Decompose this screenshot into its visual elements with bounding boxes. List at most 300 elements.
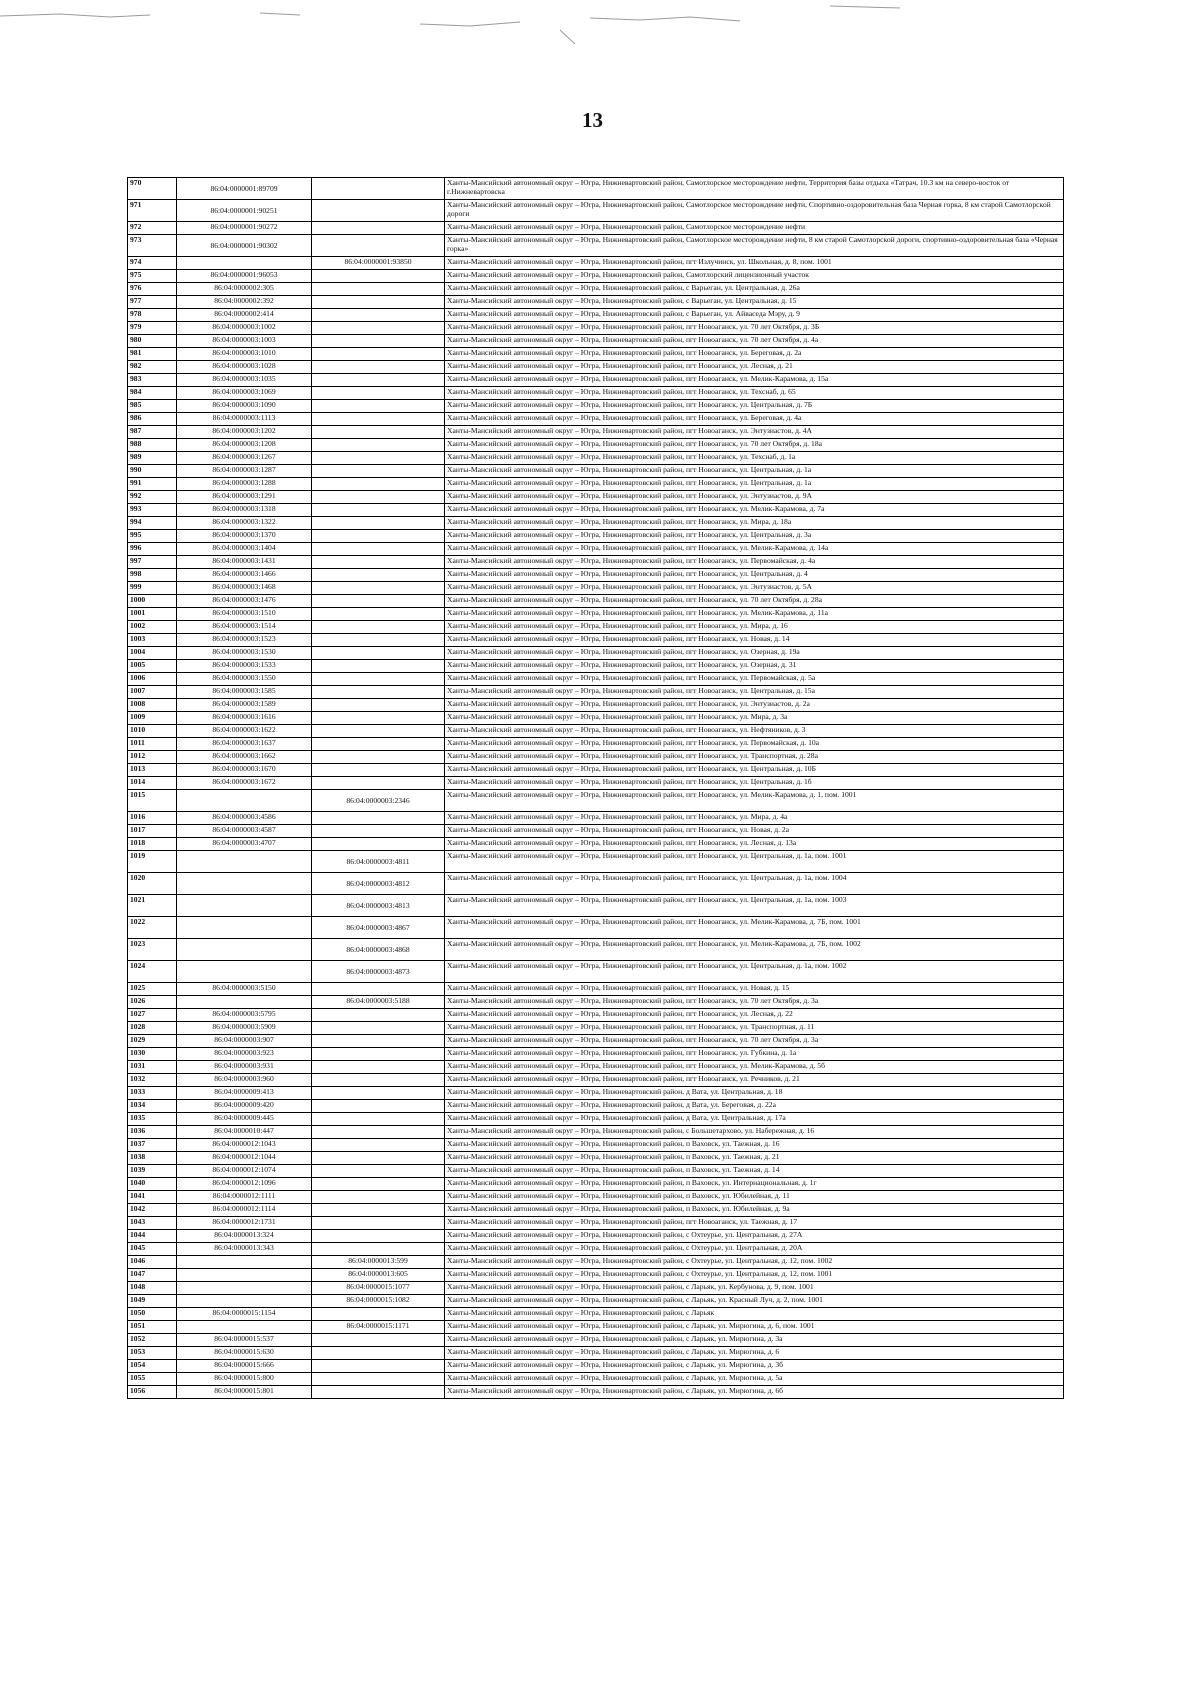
address-cell: Ханты-Мансийский автономный округ – Югра, Нижневартовский район, с Ларьяк <box>445 1308 1064 1321</box>
row-number-cell: 973 <box>128 235 177 257</box>
row-number-cell: 1011 <box>128 738 177 751</box>
table-row <box>128 764 1064 777</box>
cadastral-number-cell: 86:04:0000003:1318 <box>177 504 312 517</box>
cadastral-number-cell: 86:04:0000003:4707 <box>177 838 312 851</box>
table-row <box>128 812 1064 825</box>
premises-number-cell <box>312 491 445 504</box>
row-number-cell: 1051 <box>128 1321 177 1334</box>
table-row <box>128 686 1064 699</box>
address-cell: Ханты-Мансийский автономный округ – Югра, Нижневартовский район, пгт Новоаганск, ул. Мира, д. 16 <box>445 621 1064 634</box>
address-cell: Ханты-Мансийский автономный округ – Югра, Нижневартовский район, п Ваховск, ул. Интернациональная, д. 1г <box>445 1178 1064 1191</box>
row-number-cell: 1028 <box>128 1022 177 1035</box>
premises-number-cell <box>312 1126 445 1139</box>
cadastral-number-cell: 86:04:0000003:1370 <box>177 530 312 543</box>
premises-number-cell <box>312 270 445 283</box>
table-row <box>128 1191 1064 1204</box>
cadastral-number-cell: 86:04:0000003:960 <box>177 1074 312 1087</box>
cadastral-number-cell: 86:04:0000012:1044 <box>177 1152 312 1165</box>
address-cell: Ханты-Мансийский автономный округ – Югра, Нижневартовский район, с Ларьяк, ул. Мирюгина, д. 3а <box>445 1334 1064 1347</box>
row-number-cell: 971 <box>128 200 177 222</box>
row-number-cell: 1052 <box>128 1334 177 1347</box>
address-cell: Ханты-Мансийский автономный округ – Югра, Нижневартовский район, пгт Новоаганск, ул. Мира, д. 3а <box>445 712 1064 725</box>
address-cell: Ханты-Мансийский автономный округ – Югра, Нижневартовский район, д Вата, ул. Центральная, д. 17а <box>445 1113 1064 1126</box>
premises-number-cell <box>312 178 445 200</box>
cadastral-number-cell: 86:04:0000003:1510 <box>177 608 312 621</box>
premises-number-cell <box>312 413 445 426</box>
premises-number-cell <box>312 634 445 647</box>
premises-number-cell <box>312 1087 445 1100</box>
row-number-cell: 1025 <box>128 983 177 996</box>
cadastral-number-cell: 86:04:0000003:1585 <box>177 686 312 699</box>
premises-number-cell <box>312 1009 445 1022</box>
address-cell: Ханты-Мансийский автономный округ – Югра, Нижневартовский район, пгт Новоаганск, ул. Мелик-Карамова, д. 7Б, пом. 1001 <box>445 917 1064 939</box>
premises-number-cell <box>312 322 445 335</box>
cadastral-number-cell: 86:04:0000003:1069 <box>177 387 312 400</box>
premises-number-cell <box>312 673 445 686</box>
row-number-cell: 1036 <box>128 1126 177 1139</box>
row-number-cell: 998 <box>128 569 177 582</box>
cadastral-number-cell: 86:04:0000003:1002 <box>177 322 312 335</box>
row-number-cell: 982 <box>128 361 177 374</box>
table-row <box>128 1295 1064 1308</box>
premises-number-cell: 86:04:0000013:605 <box>312 1269 445 1282</box>
row-number-cell: 1016 <box>128 812 177 825</box>
premises-number-cell <box>312 1347 445 1360</box>
premises-number-cell <box>312 1191 445 1204</box>
table-row <box>128 1308 1064 1321</box>
premises-number-cell <box>312 1100 445 1113</box>
table-row <box>128 1360 1064 1373</box>
table-row <box>128 200 1064 222</box>
address-cell: Ханты-Мансийский автономный округ – Югра, Нижневартовский район, пгт Новоаганск, ул. Энтузиастов, д. 2а <box>445 699 1064 712</box>
row-number-cell: 1020 <box>128 873 177 895</box>
page-number: 13 <box>582 108 603 132</box>
address-cell: Ханты-Мансийский автономный округ – Югра, Нижневартовский район, пгт Новоаганск, ул. Центральная, д. 1а, пом. 1001 <box>445 851 1064 873</box>
table-row <box>128 400 1064 413</box>
row-number-cell: 1049 <box>128 1295 177 1308</box>
address-cell: Ханты-Мансийский автономный округ – Югра, Нижневартовский район, пгт Новоаганск, ул. Лесная, д. 21 <box>445 361 1064 374</box>
address-cell: Ханты-Мансийский автономный округ – Югра, Нижневартовский район, д Вата, ул. Береговая, д. 22а <box>445 1100 1064 1113</box>
premises-number-cell <box>312 1178 445 1191</box>
row-number-cell: 1019 <box>128 851 177 873</box>
table-row <box>128 439 1064 452</box>
row-number-cell: 979 <box>128 322 177 335</box>
premises-number-cell: 86:04:0000003:2346 <box>312 790 445 812</box>
premises-number-cell <box>312 1113 445 1126</box>
cadastral-number-cell: 86:04:0000015:801 <box>177 1386 312 1399</box>
row-number-cell: 1023 <box>128 939 177 961</box>
table-row <box>128 1152 1064 1165</box>
row-number-cell: 1054 <box>128 1360 177 1373</box>
cadastral-number-cell <box>177 1269 312 1282</box>
cadastral-number-cell <box>177 790 312 812</box>
address-cell: Ханты-Мансийский автономный округ – Югра, Нижневартовский район, пгт Новоаганск, ул. Центральная, д. 1а <box>445 465 1064 478</box>
row-number-cell: 983 <box>128 374 177 387</box>
row-number-cell: 1007 <box>128 686 177 699</box>
row-number-cell: 1014 <box>128 777 177 790</box>
address-cell: Ханты-Мансийский автономный округ – Югра, Нижневартовский район, с Охтеурье, ул. Центральная, д. 12, пом. 1001 <box>445 1269 1064 1282</box>
address-cell: Ханты-Мансийский автономный округ – Югра, Нижневартовский район, с Ларьяк, ул. Мирюгина, д. 5а <box>445 1373 1064 1386</box>
row-number-cell: 978 <box>128 309 177 322</box>
address-cell: Ханты-Мансийский автономный округ – Югра, Нижневартовский район, пгт Новоаганск, ул. Центральная, д. 10Б <box>445 764 1064 777</box>
premises-number-cell <box>312 595 445 608</box>
cadastral-number-cell: 86:04:0000003:1550 <box>177 673 312 686</box>
row-number-cell: 1032 <box>128 1074 177 1087</box>
cadastral-number-cell: 86:04:0000012:1043 <box>177 1139 312 1152</box>
table-row <box>128 1126 1064 1139</box>
table-row <box>128 1373 1064 1386</box>
row-number-cell: 1008 <box>128 699 177 712</box>
premises-number-cell <box>312 374 445 387</box>
table-row <box>128 895 1064 917</box>
table-row <box>128 751 1064 764</box>
row-number-cell: 1053 <box>128 1347 177 1360</box>
address-cell: Ханты-Мансийский автономный округ – Югра, Нижневартовский район, пгт Новоаганск, ул. Мира, д. 18а <box>445 517 1064 530</box>
cadastral-number-cell: 86:04:0000003:1003 <box>177 335 312 348</box>
table-row <box>128 917 1064 939</box>
address-cell: Ханты-Мансийский автономный округ – Югра, Нижневартовский район, пгт Новоаганск, ул. Мелик-Карамова, д. 1, пом. 1001 <box>445 790 1064 812</box>
address-cell: Ханты-Мансийский автономный округ – Югра, Нижневартовский район, с Ларьяк, ул. Кербунова, д. 9, пом. 1001 <box>445 1282 1064 1295</box>
row-number-cell: 980 <box>128 335 177 348</box>
table-row <box>128 413 1064 426</box>
row-number-cell: 1010 <box>128 725 177 738</box>
premises-number-cell <box>312 569 445 582</box>
cadastral-number-cell <box>177 996 312 1009</box>
row-number-cell: 996 <box>128 543 177 556</box>
premises-number-cell <box>312 200 445 222</box>
address-cell: Ханты-Мансийский автономный округ – Югра, Нижневартовский район, пгт Новоаганск, ул. Центральная, д. 1а, пом. 1003 <box>445 895 1064 917</box>
row-number-cell: 1009 <box>128 712 177 725</box>
cadastral-number-cell: 86:04:0000003:1616 <box>177 712 312 725</box>
cadastral-number-cell: 86:04:0000003:1035 <box>177 374 312 387</box>
table-row <box>128 673 1064 686</box>
address-cell: Ханты-Мансийский автономный округ – Югра, Нижневартовский район, с Охтеурье, ул. Центральная, д. 12, пом. 1002 <box>445 1256 1064 1269</box>
premises-number-cell: 86:04:0000003:4868 <box>312 939 445 961</box>
cadastral-number-cell: 86:04:0000003:4586 <box>177 812 312 825</box>
address-cell: Ханты-Мансийский автономный округ – Югра, Нижневартовский район, пгт Новоаганск, ул. Энтузиастов, д. 5А <box>445 582 1064 595</box>
address-cell: Ханты-Мансийский автономный округ – Югра, Нижневартовский район, пгт Новоаганск, ул. Лесная, д. 13а <box>445 838 1064 851</box>
cadastral-number-cell <box>177 1282 312 1295</box>
address-cell: Ханты-Мансийский автономный округ – Югра, Нижневартовский район, с Варьеган, ул. Центральная, д. 26а <box>445 283 1064 296</box>
premises-number-cell <box>312 478 445 491</box>
cadastral-number-cell: 86:04:0000003:5150 <box>177 983 312 996</box>
row-number-cell: 1041 <box>128 1191 177 1204</box>
table-row <box>128 961 1064 983</box>
table-row <box>128 873 1064 895</box>
row-number-cell: 990 <box>128 465 177 478</box>
address-cell: Ханты-Мансийский автономный округ – Югра, Нижневартовский район, пгт Новоаганск, ул. Озерная, д. 31 <box>445 660 1064 673</box>
row-number-cell: 1039 <box>128 1165 177 1178</box>
premises-number-cell <box>312 621 445 634</box>
row-number-cell: 1037 <box>128 1139 177 1152</box>
table-row <box>128 1022 1064 1035</box>
table-row <box>128 1230 1064 1243</box>
address-cell: Ханты-Мансийский автономный округ – Югра, Нижневартовский район, пгт Новоаганск, ул. Центральная, д. 1б <box>445 777 1064 790</box>
premises-number-cell <box>312 1035 445 1048</box>
address-cell: Ханты-Мансийский автономный округ – Югра, Нижневартовский район, пгт Новоаганск, ул. Центральная, д. 3а <box>445 530 1064 543</box>
row-number-cell: 1035 <box>128 1113 177 1126</box>
cadastral-number-cell: 86:04:0000003:1514 <box>177 621 312 634</box>
row-number-cell: 1031 <box>128 1061 177 1074</box>
address-cell: Ханты-Мансийский автономный округ – Югра, Нижневартовский район, пгт Новоаганск, ул. Губкина, д. 1а <box>445 1048 1064 1061</box>
row-number-cell: 976 <box>128 283 177 296</box>
table-row <box>128 556 1064 569</box>
address-cell: Ханты-Мансийский автономный округ – Югра, Нижневартовский район, с Охтеурье, ул. Центральная, д. 20А <box>445 1243 1064 1256</box>
cadastral-number-cell <box>177 1256 312 1269</box>
cadastral-number-cell: 86:04:0000012:1111 <box>177 1191 312 1204</box>
premises-number-cell <box>312 1204 445 1217</box>
cadastral-number-cell: 86:04:0000012:1731 <box>177 1217 312 1230</box>
premises-number-cell <box>312 348 445 361</box>
table-row <box>128 257 1064 270</box>
row-number-cell: 986 <box>128 413 177 426</box>
row-number-cell: 1005 <box>128 660 177 673</box>
row-number-cell: 1021 <box>128 895 177 917</box>
row-number-cell: 1002 <box>128 621 177 634</box>
premises-number-cell: 86:04:0000015:1082 <box>312 1295 445 1308</box>
row-number-cell: 1048 <box>128 1282 177 1295</box>
cadastral-number-cell: 86:04:0000009:413 <box>177 1087 312 1100</box>
premises-number-cell <box>312 387 445 400</box>
table-row <box>128 1009 1064 1022</box>
cadastral-number-cell: 86:04:0000009:445 <box>177 1113 312 1126</box>
address-cell: Ханты-Мансийский автономный округ – Югра, Нижневартовский район, д Вата, ул. Центральная, д. 18 <box>445 1087 1064 1100</box>
premises-number-cell <box>312 1165 445 1178</box>
cadastral-number-cell: 86:04:0000010:447 <box>177 1126 312 1139</box>
cadastral-number-cell: 86:04:0000003:1476 <box>177 595 312 608</box>
row-number-cell: 1055 <box>128 1373 177 1386</box>
table-row <box>128 178 1064 200</box>
row-number-cell: 992 <box>128 491 177 504</box>
row-number-cell: 1018 <box>128 838 177 851</box>
premises-number-cell <box>312 543 445 556</box>
premises-number-cell: 86:04:0000003:4812 <box>312 873 445 895</box>
cadastral-number-cell: 86:04:0000003:1523 <box>177 634 312 647</box>
table-row <box>128 569 1064 582</box>
premises-number-cell: 86:04:0000015:1077 <box>312 1282 445 1295</box>
premises-number-cell <box>312 699 445 712</box>
address-cell: Ханты-Мансийский автономный округ – Югра, Нижневартовский район, пгт Новоаганск, ул. Озерная, д. 19а <box>445 647 1064 660</box>
premises-number-cell: 86:04:0000015:1171 <box>312 1321 445 1334</box>
address-cell: Ханты-Мансийский автономный округ – Югра, Нижневартовский район, пгт Новоаганск, ул. Мелик-Карамова, д. 11а <box>445 608 1064 621</box>
table-row <box>128 939 1064 961</box>
cadastral-number-cell: 86:04:0000002:392 <box>177 296 312 309</box>
cadastral-number-cell <box>177 939 312 961</box>
address-cell: Ханты-Мансийский автономный округ – Югра, Нижневартовский район, Самотлорское месторождение нефти, 8 км старой Самотлорской дороги, спортивно-оздоровительная база «Черная горка» <box>445 235 1064 257</box>
table-row <box>128 851 1064 873</box>
row-number-cell: 1024 <box>128 961 177 983</box>
cadastral-number-cell: 86:04:0000009:420 <box>177 1100 312 1113</box>
address-cell: Ханты-Мансийский автономный округ – Югра, Нижневартовский район, пгт Новоаганск, ул. Береговая, д. 2а <box>445 348 1064 361</box>
table-row <box>128 1282 1064 1295</box>
row-number-cell: 1029 <box>128 1035 177 1048</box>
cadastral-number-cell: 86:04:0000003:1113 <box>177 413 312 426</box>
table-row <box>128 1165 1064 1178</box>
address-cell: Ханты-Мансийский автономный округ – Югра, Нижневартовский район, пгт Новоаганск, ул. Центральная, д. 1а, пом. 1002 <box>445 961 1064 983</box>
cadastral-number-cell: 86:04:0000003:1010 <box>177 348 312 361</box>
cadastral-number-cell: 86:04:0000002:414 <box>177 309 312 322</box>
table-row <box>128 1217 1064 1230</box>
address-cell: Ханты-Мансийский автономный округ – Югра, Нижневартовский район, пгт Новоаганск, ул. Первомайская, д. 5а <box>445 673 1064 686</box>
premises-number-cell <box>312 1061 445 1074</box>
table-row <box>128 608 1064 621</box>
table-row <box>128 738 1064 751</box>
address-cell: Ханты-Мансийский автономный округ – Югра, Нижневартовский район, с Ларьяк, ул. Мирюгина, д. 6, пом. 1001 <box>445 1321 1064 1334</box>
cadastral-number-cell: 86:04:0000003:5795 <box>177 1009 312 1022</box>
registry-table <box>127 177 1064 1399</box>
address-cell: Ханты-Мансийский автономный округ – Югра, Нижневартовский район, п Ваховск, ул. Юбилейная, д. 11 <box>445 1191 1064 1204</box>
address-cell: Ханты-Мансийский автономный округ – Югра, Нижневартовский район, пгт Новоаганск, ул. 70 лет Октября, д. 3а <box>445 1035 1064 1048</box>
premises-number-cell <box>312 983 445 996</box>
table-row <box>128 621 1064 634</box>
table-row <box>128 634 1064 647</box>
row-number-cell: 1045 <box>128 1243 177 1256</box>
address-cell: Ханты-Мансийский автономный округ – Югра, Нижневартовский район, пгт Новоаганск, ул. Техснаб, д. 1а <box>445 452 1064 465</box>
row-number-cell: 1001 <box>128 608 177 621</box>
premises-number-cell <box>312 647 445 660</box>
row-number-cell: 1030 <box>128 1048 177 1061</box>
address-cell: Ханты-Мансийский автономный округ – Югра, Нижневартовский район, пгт Новоаганск, ул. Нефтяников, д. 3 <box>445 725 1064 738</box>
address-cell: Ханты-Мансийский автономный округ – Югра, Нижневартовский район, пгт Новоаганск, ул. Мира, д. 4а <box>445 812 1064 825</box>
address-cell: Ханты-Мансийский автономный округ – Югра, Нижневартовский район, Самотлорский лицензионный участок <box>445 270 1064 283</box>
premises-number-cell <box>312 1048 445 1061</box>
row-number-cell: 1026 <box>128 996 177 1009</box>
premises-number-cell <box>312 751 445 764</box>
cadastral-number-cell <box>177 961 312 983</box>
row-number-cell: 997 <box>128 556 177 569</box>
premises-number-cell <box>312 608 445 621</box>
row-number-cell: 972 <box>128 222 177 235</box>
premises-number-cell <box>312 361 445 374</box>
premises-number-cell <box>312 1217 445 1230</box>
cadastral-number-cell <box>177 1295 312 1308</box>
address-cell: Ханты-Мансийский автономный округ – Югра, Нижневартовский район, пгт Новоаганск, ул. Транспортная, д. 11 <box>445 1022 1064 1035</box>
row-number-cell: 1050 <box>128 1308 177 1321</box>
premises-number-cell <box>312 530 445 543</box>
premises-number-cell <box>312 296 445 309</box>
address-cell: Ханты-Мансийский автономный округ – Югра, Нижневартовский район, с Варьеган, ул. Центральная, д. 15 <box>445 296 1064 309</box>
table-row <box>128 335 1064 348</box>
row-number-cell: 1034 <box>128 1100 177 1113</box>
cadastral-number-cell: 86:04:0000003:1637 <box>177 738 312 751</box>
cadastral-number-cell: 86:04:0000003:1090 <box>177 400 312 413</box>
premises-number-cell <box>312 1360 445 1373</box>
cadastral-number-cell: 86:04:0000003:1208 <box>177 439 312 452</box>
table-row <box>128 660 1064 673</box>
table-row <box>128 1048 1064 1061</box>
address-cell: Ханты-Мансийский автономный округ – Югра, Нижневартовский район, с Ларьяк, ул. Мирюгина, д. 6б <box>445 1386 1064 1399</box>
cadastral-number-cell: 86:04:0000003:1672 <box>177 777 312 790</box>
premises-number-cell: 86:04:0000003:4867 <box>312 917 445 939</box>
address-cell: Ханты-Мансийский автономный округ – Югра, Нижневартовский район, пгт Новоаганск, ул. Лесная, д. 22 <box>445 1009 1064 1022</box>
table-row <box>128 426 1064 439</box>
address-cell: Ханты-Мансийский автономный округ – Югра, Нижневартовский район, пгт Новоаганск, ул. Мелик-Карамова, д. 5б <box>445 1061 1064 1074</box>
address-cell: Ханты-Мансийский автономный округ – Югра, Нижневартовский район, пгт Новоаганск, ул. Центральная, д. 7Б <box>445 400 1064 413</box>
cadastral-number-cell: 86:04:0000013:324 <box>177 1230 312 1243</box>
premises-number-cell <box>312 812 445 825</box>
table-row <box>128 452 1064 465</box>
cadastral-number-cell: 86:04:0000001:90302 <box>177 235 312 257</box>
address-cell: Ханты-Мансийский автономный округ – Югра, Нижневартовский район, пгт Новоаганск, ул. Новая, д. 2а <box>445 825 1064 838</box>
premises-number-cell <box>312 1386 445 1399</box>
address-cell: Ханты-Мансийский автономный округ – Югра, Нижневартовский район, пгт Новоаганск, ул. Энтузиастов, д. 9А <box>445 491 1064 504</box>
table-row <box>128 309 1064 322</box>
cadastral-number-cell: 86:04:0000001:89709 <box>177 178 312 200</box>
premises-number-cell: 86:04:0000013:599 <box>312 1256 445 1269</box>
cadastral-number-cell <box>177 895 312 917</box>
premises-number-cell: 86:04:0000001:93850 <box>312 257 445 270</box>
premises-number-cell <box>312 1373 445 1386</box>
premises-number-cell <box>312 825 445 838</box>
cadastral-number-cell: 86:04:0000015:1154 <box>177 1308 312 1321</box>
address-cell: Ханты-Мансийский автономный округ – Югра, Нижневартовский район, п Ваховск, ул. Юбилейная, д. 9а <box>445 1204 1064 1217</box>
address-cell: Ханты-Мансийский автономный округ – Югра, Нижневартовский район, пгт Новоаганск, ул. Техснаб, д. 65 <box>445 387 1064 400</box>
cadastral-number-cell: 86:04:0000003:1322 <box>177 517 312 530</box>
table-row <box>128 1269 1064 1282</box>
table-row <box>128 235 1064 257</box>
premises-number-cell <box>312 309 445 322</box>
row-number-cell: 1004 <box>128 647 177 660</box>
table-row <box>128 983 1064 996</box>
cadastral-number-cell: 86:04:0000015:666 <box>177 1360 312 1373</box>
table-row <box>128 530 1064 543</box>
row-number-cell: 1012 <box>128 751 177 764</box>
cadastral-number-cell: 86:04:0000003:1028 <box>177 361 312 374</box>
premises-number-cell <box>312 439 445 452</box>
cadastral-number-cell: 86:04:0000003:1670 <box>177 764 312 777</box>
row-number-cell: 1047 <box>128 1269 177 1282</box>
address-cell: Ханты-Мансийский автономный округ – Югра, Нижневартовский район, Самотлорское месторождение нефти, Территория базы отдыха «Татрач, 10.3 км на северо-восток от г.Нижневартовска <box>445 178 1064 200</box>
row-number-cell: 1033 <box>128 1087 177 1100</box>
table-row <box>128 478 1064 491</box>
address-cell: Ханты-Мансийский автономный округ – Югра, Нижневартовский район, пгт Новоаганск, ул. Центральная, д. 1а <box>445 478 1064 491</box>
cadastral-number-cell: 86:04:0000003:4587 <box>177 825 312 838</box>
cadastral-number-cell: 86:04:0000003:931 <box>177 1061 312 1074</box>
cadastral-number-cell: 86:04:0000003:1267 <box>177 452 312 465</box>
premises-number-cell <box>312 764 445 777</box>
cadastral-number-cell: 86:04:0000002:305 <box>177 283 312 296</box>
row-number-cell: 1013 <box>128 764 177 777</box>
table-row <box>128 1087 1064 1100</box>
row-number-cell: 1015 <box>128 790 177 812</box>
table-row <box>128 725 1064 738</box>
row-number-cell: 1043 <box>128 1217 177 1230</box>
row-number-cell: 1042 <box>128 1204 177 1217</box>
row-number-cell: 1017 <box>128 825 177 838</box>
row-number-cell: 1044 <box>128 1230 177 1243</box>
address-cell: Ханты-Мансийский автономный округ – Югра, Нижневартовский район, пгт Новоаганск, ул. Таежная, д. 17 <box>445 1217 1064 1230</box>
address-cell: Ханты-Мансийский автономный округ – Югра, Нижневартовский район, пгт Новоаганск, ул. Энтузиастов, д. 4А <box>445 426 1064 439</box>
address-cell: Ханты-Мансийский автономный округ – Югра, Нижневартовский район, с Охтеурье, ул. Центральная, д. 27А <box>445 1230 1064 1243</box>
address-cell: Ханты-Мансийский автономный округ – Югра, Нижневартовский район, пгт Новоаганск, ул. Первомайская, д. 4а <box>445 556 1064 569</box>
table-row <box>128 270 1064 283</box>
table-row <box>128 582 1064 595</box>
address-cell: Ханты-Мансийский автономный округ – Югра, Нижневартовский район, п Ваховск, ул. Таежная, д. 14 <box>445 1165 1064 1178</box>
table-row <box>128 361 1064 374</box>
row-number-cell: 984 <box>128 387 177 400</box>
row-number-cell: 1027 <box>128 1009 177 1022</box>
premises-number-cell <box>312 222 445 235</box>
table-row <box>128 777 1064 790</box>
table-row <box>128 1243 1064 1256</box>
address-cell: Ханты-Мансийский автономный округ – Югра, Нижневартовский район, с Ларьяк, ул. Мирюгина, д. 3б <box>445 1360 1064 1373</box>
premises-number-cell: 86:04:0000003:4811 <box>312 851 445 873</box>
scan-noise-marks <box>0 0 1200 60</box>
cadastral-number-cell: 86:04:0000003:1468 <box>177 582 312 595</box>
premises-number-cell <box>312 335 445 348</box>
row-number-cell: 991 <box>128 478 177 491</box>
premises-number-cell <box>312 686 445 699</box>
